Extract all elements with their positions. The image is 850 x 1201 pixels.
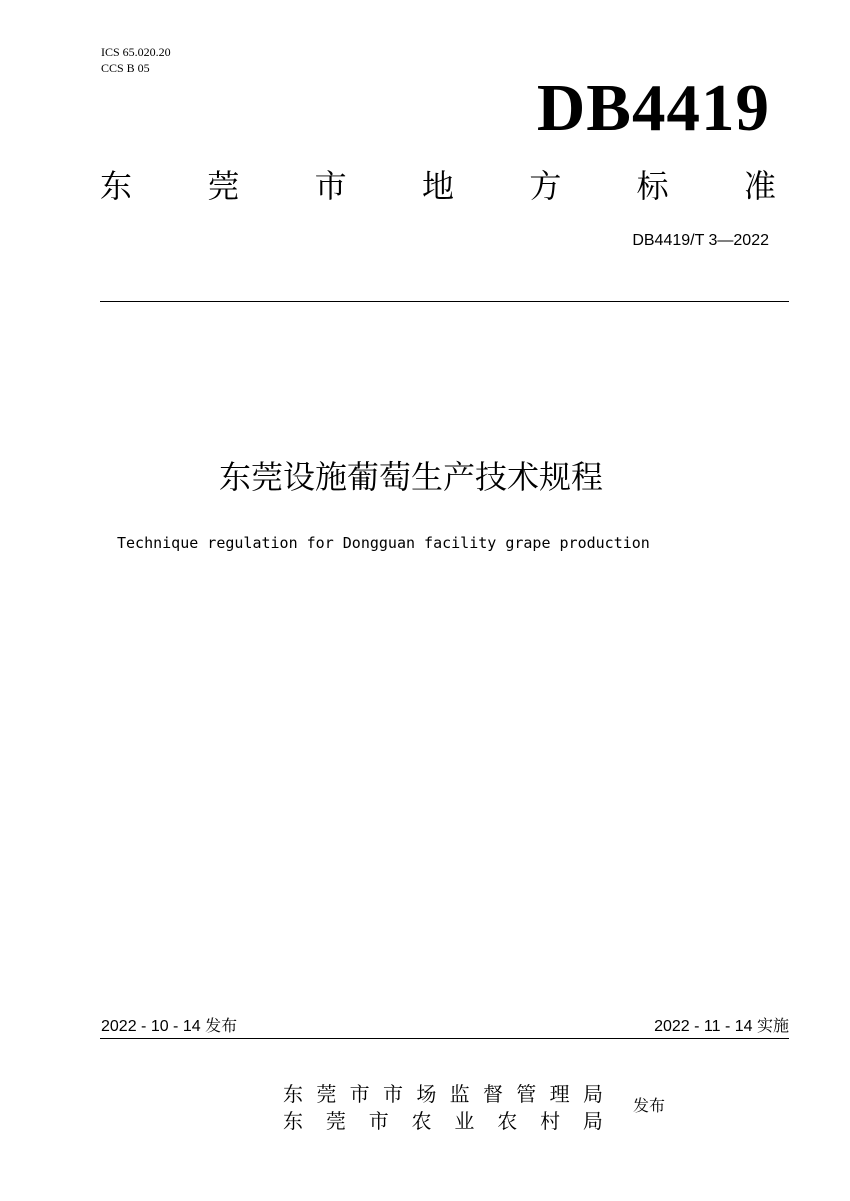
publisher-char: 莞 [325,1109,346,1133]
publisher-agriculture-rural [283,1108,603,1135]
publisher-char: 农 [497,1109,518,1133]
classification-codes [101,44,171,76]
standard-level-char: 莞 [207,167,240,205]
standard-level-char: 方 [529,167,562,205]
standard-level [100,164,776,208]
standard-level-char: 准 [743,167,776,205]
publisher-char: 东 [283,1109,303,1133]
publisher-char: 市 [382,1082,403,1106]
standard-level-char: 标 [636,167,669,205]
publisher-char: 场 [416,1082,437,1106]
publisher-market-regulation [283,1081,603,1108]
publisher-char: 莞 [316,1082,337,1106]
publisher-char: 局 [582,1082,603,1106]
publish-label: 发布 [633,1096,666,1115]
document-title-english: Technique regulation for Dongguan facility grape production [117,534,650,552]
publisher-char: 市 [349,1082,370,1106]
issue-date: 2022 - 10 - 14 发布 [101,1018,238,1035]
standard-level-char: 东 [100,167,133,205]
publisher-char: 理 [549,1082,570,1106]
publisher-char: 村 [540,1109,561,1133]
implementation-date: 2022 - 11 - 14 实施 [654,1018,789,1035]
publisher-char: 督 [482,1082,503,1106]
publisher-char: 业 [454,1109,475,1133]
document-title-chinese: 东莞设施葡萄生产技术规程 [218,458,603,496]
publisher-char: 监 [449,1082,470,1106]
standard-level-char: 市 [314,167,347,205]
header-divider [100,301,789,302]
publisher-char: 管 [516,1082,537,1106]
ics-code: ICS 65.020.20 [101,45,171,59]
publishers [283,1081,603,1135]
publisher-char: 局 [582,1109,603,1133]
standard-level-char: 地 [421,167,454,205]
ccs-code: CCS B 05 [101,61,150,75]
footer-divider [100,1038,789,1039]
publisher-char: 东 [283,1082,303,1106]
standard-number: DB4419/T 3—2022 [632,232,769,249]
publisher-char: 市 [368,1109,389,1133]
publisher-char: 农 [411,1109,432,1133]
standard-mark: DB4419 [536,71,770,145]
